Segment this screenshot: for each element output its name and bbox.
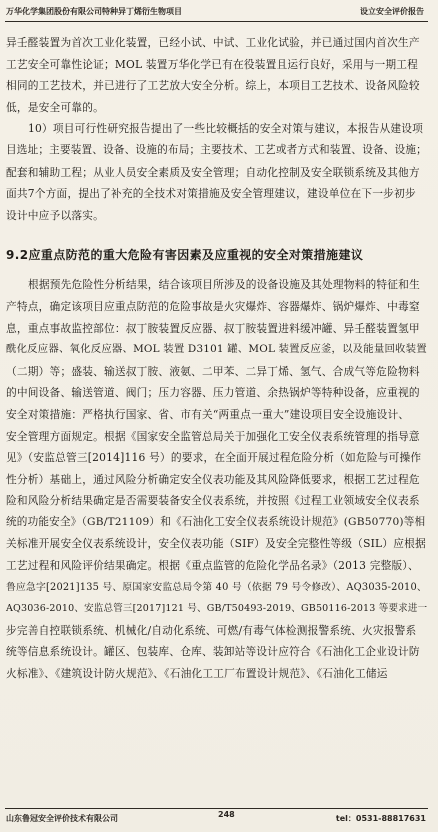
footer-divider: [5, 808, 428, 809]
paragraph-item-10: [6, 118, 428, 226]
text-line: 的中间设备、输送管道、阀门；压力容器、压力管道、余热锅炉等特种设备，应重视的: [6, 386, 420, 400]
page-header: [6, 3, 424, 19]
text-line: AQ3036-2010、安监总管三[2017]121 号、GB/T50493-2019、GB50116-2013 等要求进一: [6, 603, 428, 615]
text-line: 低，是安全可靠的。: [6, 100, 104, 114]
text-line: 酰化反应器、氧化反应器、MOL 装置 D3101 罐、MOL 装置反应釜，以及能量回收装置: [6, 343, 427, 356]
text-line: 见》（安监总管三[2014]116 号）的要求，在全面开展过程危险分析（如危险与可操作: [6, 451, 422, 465]
text-line: 相同的工艺技术，并已进行了工艺放大安全分析。综上，本项目工艺技术、设备风险较: [6, 79, 420, 93]
text-line: 工艺安全可靠性论证；MOL 装置万华化学已有在役装置且运行良好，采用与一期工程: [6, 57, 419, 71]
text-line: 目选址；主要装置、设备、设施的布局；主要技术、工艺或者方式和装置、设备、设施；: [6, 143, 427, 156]
text-line: 10）项目可行性研究报告提出了一些比较概括的安全对策与建议，本报告从建设项: [28, 122, 424, 136]
text-line: 息，重点事故监控部位：叔丁胺装置反应器、叔丁胺装置进料缓冲罐、异壬醛装置氢甲: [6, 321, 420, 335]
text-line: 异壬醛装置为首次工业化装置，已经小试、中试、工业化试验，并已通过国内首次生产: [6, 36, 420, 49]
text-line: 设计中应予以落实。: [6, 208, 104, 222]
page-body: [6, 32, 428, 685]
page-number: 248: [218, 810, 235, 819]
text-line: 步完善自控联锁系统、机械化/自动化系统、可燃/有毒气体检测报警系统、火灾报警系: [6, 623, 417, 637]
text-line: 安全对策措施：严格执行国家、省、市有关“两重点一重大”建设项目安全设施设计、: [6, 407, 410, 421]
text-line: 安全管理方面规定。根据《国家安全监管总局关于加强化工安全仪表系统管理的指导意: [6, 429, 420, 443]
text-line: 根据预先危险性分析结果，结合该项目所涉及的设备设施及其处理物料的特征和生: [28, 278, 420, 292]
text-line: 火标准》、《建筑设计防火规范》、《石油化工工厂布置设计规范》、《石油化工储运: [6, 667, 388, 681]
section-heading-9-2: 9.2应重点防范的重大危险有害因素及应重视的安全对策措施建议: [6, 248, 364, 263]
footer-company: 山东鲁冠安全评价技术有限公司: [6, 813, 118, 823]
header-report-title: 设立安全评价报告: [360, 6, 424, 16]
header-project-name: 万华化学集团股份有限公司特种异丁烯衍生物项目: [6, 6, 182, 16]
text-line: （二期）等；盛装、输送叔丁胺、液氨、二甲苯、二异丁烯、氢气、合成气等危险物料: [6, 364, 420, 378]
text-line: 统的功能安全》（GB/T21109）和《石油化工安全仪表系统设计规范》(GB50770)等相: [6, 515, 426, 528]
footer-phone: tel：0531-88817631: [335, 813, 426, 823]
page-footer: [6, 810, 426, 826]
text-line: 产特点，确定该项目应重点防范的危险事故是火灾爆炸、容器爆炸、锅炉爆炸、中毒窒: [6, 299, 420, 313]
text-line: 鲁应急字[2021]135 号、原国家安监总局令第 40 号（依据 79 号令修改）、AQ3035-2010、: [6, 581, 427, 593]
paragraph-key-hazards: [6, 274, 428, 684]
text-line: 性分析）基础上，通过风险分析确定安全仪表功能及其风险降低要求，根据工艺过程危: [6, 472, 420, 486]
text-line: 配套和辅助工程；从业人员安全素质及安全管理；自动化控制及安全联锁系统及其他方: [6, 165, 420, 179]
text-line: 面共7个方面，提出了补充的全技术对策措施及安全管理建议，建设单位在下一步初步: [6, 187, 416, 201]
paragraph-process-safety: [6, 32, 428, 118]
header-divider: [5, 21, 428, 22]
text-line: 险和风险分析结果确定是否需要装备安全仪表系统，并按照《过程工业领域安全仪表系: [6, 494, 420, 508]
text-line: 统等信息系统设计。罐区、包装库、仓库、装卸站等设计应符合《石油化工企业设计防: [6, 645, 420, 659]
text-line: 工艺过程和风险评价结果确定。根据《重点监管的危险化学品名录》（2013 完整版）、: [6, 559, 419, 573]
text-line: 关标准开展安全仪表系统设计，安全仪表功能（SIF）及安全完整性等级（SIL）应根据: [6, 537, 426, 551]
